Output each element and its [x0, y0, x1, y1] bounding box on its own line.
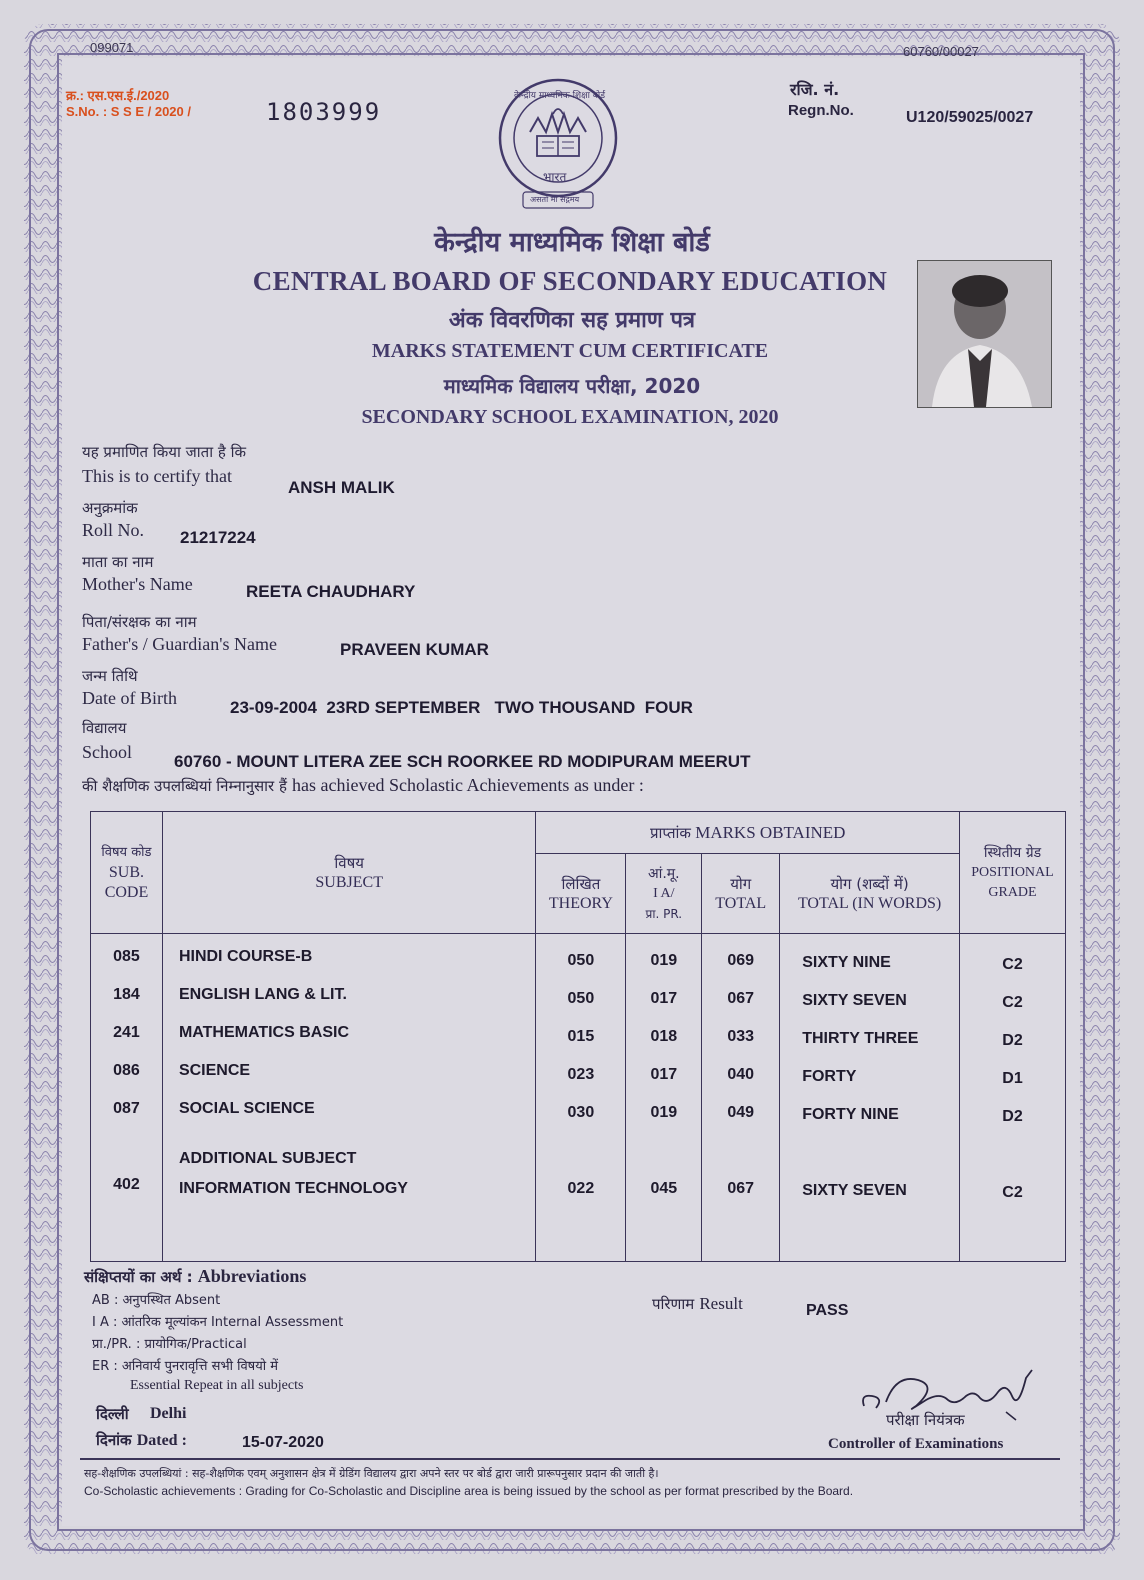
table-row-subject: ENGLISH LANG & LIT. — [178, 986, 347, 1003]
certify-label: This is to certify that — [82, 466, 232, 486]
abbr-er: ER : अनिवार्य पुनरावृत्ति सभी विषयो में — [92, 1359, 279, 1374]
achievement-english: has achieved Scholastic Achievements as under : — [292, 775, 644, 795]
certify-label-hindi: यह प्रमाणित किया जाता है कि — [82, 443, 246, 461]
table-row-subject: MATHEMATICS BASIC — [178, 1024, 349, 1041]
additional-subject-label: ADDITIONAL SUBJECT — [178, 1150, 357, 1167]
left-code: 099071 — [90, 40, 134, 55]
code-column — [91, 934, 163, 1262]
table-row-code: 085 — [113, 948, 140, 965]
abbr-er-english: Essential Repeat in all subjects — [130, 1378, 304, 1393]
result-label: परिणाम Result — [652, 1294, 743, 1313]
grade-column: C2 C2 D2 D1 D2 C2 — [959, 934, 1065, 1262]
father-label: Father's / Guardian's Name — [82, 634, 277, 654]
table-row-subject: SOCIAL SCIENCE — [178, 1100, 315, 1117]
statement-title: MARKS STATEMENT CUM CERTIFICATE — [371, 340, 769, 362]
footer-divider — [80, 1458, 1060, 1460]
father-label-hindi: पिता/संरक्षक का नाम — [82, 613, 197, 631]
subject-column — [162, 934, 535, 1262]
exam-title-hindi: माध्यमिक विद्यालय परीक्षा, 2020 — [443, 374, 701, 398]
total-words-header: योग (शब्दों में) TOTAL (IN WORDS) — [780, 854, 960, 934]
dob-value: 23-09-2004 23RD SEPTEMBER TWO THOUSAND FOUR — [230, 698, 693, 717]
table-row-subject: SCIENCE — [178, 1062, 251, 1079]
statement-title-hindi: अंक विवरणिका सह प्रमाण पत्र — [448, 308, 696, 333]
regn-label-hindi: रजि. नं. — [790, 80, 840, 99]
ia-column: 019 017 018 017 019 045 — [626, 934, 702, 1262]
subcode-header: विषय कोड SUB. CODE — [91, 812, 163, 934]
table-row-subject: HINDI COURSE-B — [178, 948, 313, 965]
dob-label-hindi: जन्म तिथि — [82, 667, 138, 685]
table-row-code: 241 — [113, 1024, 140, 1041]
roll-number: 21217224 — [180, 528, 256, 547]
father-name: PRAVEEN KUMAR — [340, 640, 489, 659]
subject-header: विषय SUBJECT — [162, 812, 535, 934]
school-label: School — [82, 742, 133, 762]
ia-header: आं.मू. I A/ प्रा. PR. — [626, 854, 702, 934]
total-column: 069 067 033 040 049 067 — [702, 934, 780, 1262]
total-header: योग TOTAL — [702, 854, 780, 934]
grade-header: स्थितीय ग्रेड POSITIONAL GRADE — [959, 812, 1065, 934]
theory-column: 050 050 015 023 030 022 — [536, 934, 626, 1262]
emblem-bottom-text: भारत — [543, 170, 567, 184]
roll-label: Roll No. — [82, 520, 145, 540]
candidate-photo — [917, 260, 1052, 408]
achievement-line — [82, 775, 644, 796]
mother-name: REETA CHAUDHARY — [246, 582, 416, 601]
coscholastic-note: Co-Scholastic achievements : Grading for Co-Scholastic and Discipline area is being issued by the school as per format prescribed by the Board. — [84, 1484, 854, 1498]
abbreviations-title: संक्षिप्तयों का अर्थ : Abbreviations — [84, 1266, 307, 1286]
controller-title-hindi: परीक्षा नियंत्रक — [886, 1411, 965, 1429]
dated-value: 15-07-2020 — [242, 1434, 324, 1451]
mother-label-hindi: माता का नाम — [82, 553, 154, 571]
emblem-top-text: केन्द्रीय माध्यमिक शिक्षा बोर्ड — [514, 91, 606, 101]
abbr-practical: प्रा./PR. : प्रायोगिक/Practical — [92, 1337, 247, 1352]
school-label-hindi: विद्यालय — [82, 719, 127, 737]
table-row-subject: INFORMATION TECHNOLOGY — [178, 1180, 408, 1197]
school-value: 60760 - MOUNT LITERA ZEE SCH ROORKEE RD MODIPURAM MEERUT — [174, 752, 751, 771]
abbr-internal: I A : आंतरिक मूल्यांकन Internal Assessment — [92, 1315, 344, 1330]
table-row-code: 086 — [113, 1062, 140, 1079]
place-hindi: दिल्ली — [96, 1405, 129, 1423]
theory-header: लिखित THEORY — [536, 854, 626, 934]
table-row-code: 087 — [113, 1100, 140, 1117]
achievement-hindi: की शैक्षणिक उपलब्धियां निम्नानुसार हैं — [82, 777, 287, 795]
dob-label: Date of Birth — [82, 688, 177, 708]
regn-label: Regn.No. — [788, 102, 854, 119]
words-column: SIXTY NINE SIXTY SEVEN THIRTY THREE FORTY FORTY NINE SIXTY SEVEN — [780, 934, 960, 1262]
marks-table — [90, 811, 1066, 1262]
candidate-name: ANSH MALIK — [288, 478, 395, 497]
emblem-motto: असतो मा सद्गमय — [530, 195, 580, 204]
abbr-absent: AB : अनुपस्थित Absent — [92, 1293, 221, 1308]
result-value: PASS — [806, 1302, 849, 1319]
coscholastic-note-hindi: सह-शैक्षणिक उपलब्धियां : सह-शैक्षणिक एवम् अनुशासन क्षेत्र में ग्रेडिंग विद्यालय द्वारा अपने स्तर पर बोर्ड द्वारा जारी प्रारूपनुसार प्रदान की जाती है। — [84, 1467, 659, 1480]
board-title: CENTRAL BOARD OF SECONDARY EDUCATION — [252, 266, 888, 296]
sno-hindi: क्र.: एस.एस.ई./2020 — [66, 88, 170, 103]
right-code: 60760/00027 — [903, 44, 979, 59]
table-row-code: 184 — [113, 986, 140, 1003]
marks-body — [91, 934, 1066, 1262]
place-english: Delhi — [150, 1405, 187, 1422]
sno-english: S.No. : S S E / 2020 / — [66, 104, 191, 119]
mother-label: Mother's Name — [82, 574, 193, 594]
dated-label: दिनांक Dated : — [96, 1431, 187, 1449]
regn-value: U120/59025/0027 — [906, 109, 1034, 126]
serial-number: 1803999 — [266, 98, 382, 126]
controller-title: Controller of Examinations — [828, 1436, 1004, 1452]
marks-obtained-header: प्राप्तांक MARKS OBTAINED — [536, 812, 960, 854]
exam-title: SECONDARY SCHOOL EXAMINATION, 2020 — [361, 406, 779, 428]
table-row-code: 402 — [113, 1176, 140, 1193]
candidate-photo-figure — [918, 261, 1051, 407]
board-title-hindi: केन्द्रीय माध्यमिक शिक्षा बोर्ड — [434, 227, 710, 258]
roll-label-hindi: अनुक्रमांक — [82, 499, 138, 517]
